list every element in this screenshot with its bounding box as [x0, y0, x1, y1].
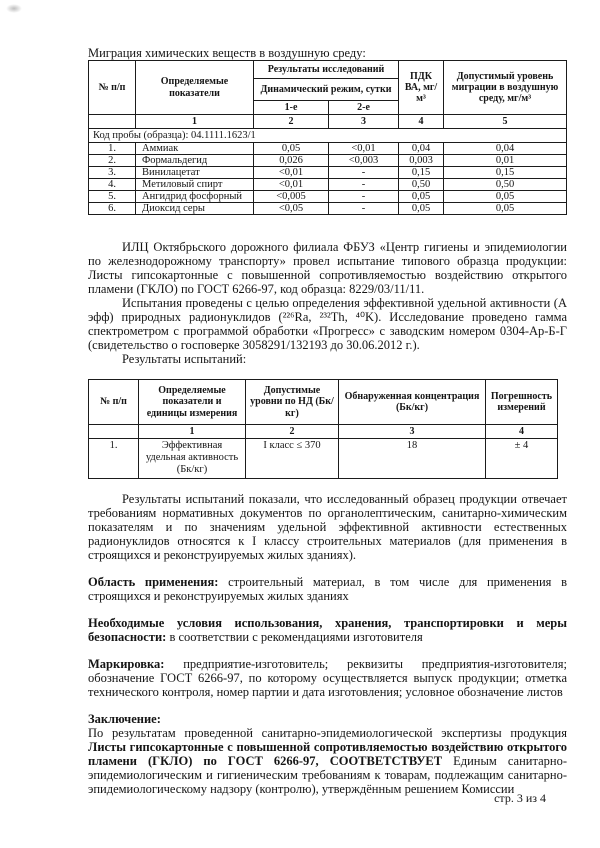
final-text-1: По результатам проведенной санитарно-эпидемиологической экспертизы продукция [88, 726, 567, 741]
col-header-num: № п/п [89, 380, 139, 425]
col-header-results: Результаты исследований [254, 61, 399, 79]
scope-label: Область применения: [88, 575, 219, 590]
col-header-day2: 2-е [329, 101, 399, 115]
summary-paragraph: Результаты испытаний показали, что исследованный образец продукции отвечает требованиям нормативных документов по органолептическим, санитарно-химическим показателям и по значениям удельной эффективной активности естественных радионуклидов относятся к I классу строительных материалов (для применения в строящихся и реконструируемых жилых зданиях). [88, 492, 567, 563]
value-allowed: 0,05 [444, 203, 567, 215]
value-day2: <0,003 [329, 155, 399, 167]
row-num: 3. [89, 167, 136, 179]
value-day1: <0,005 [254, 191, 329, 203]
index-cell [89, 115, 136, 129]
index-cell: 4 [399, 115, 444, 129]
substance-name: Диоксид серы [136, 203, 254, 215]
col-header-num: № п/п [89, 61, 136, 115]
results-table-header-row [89, 380, 558, 425]
value-pdk: 0,05 [399, 203, 444, 215]
row-num: 6. [89, 203, 136, 215]
value-day2: - [329, 179, 399, 191]
table-row [89, 143, 567, 155]
migration-table [88, 60, 567, 215]
results-caption: Результаты испытаний: [122, 352, 247, 367]
substance-name: Метиловый спирт [136, 179, 254, 191]
table-row [89, 155, 567, 167]
index-cell: 1 [136, 115, 254, 129]
substance-name: Формальдегид [136, 155, 254, 167]
value-pdk: 0,003 [399, 155, 444, 167]
scan-artifact [6, 4, 22, 13]
final-paragraph [88, 726, 567, 796]
value-allowed: 0,04 [444, 143, 567, 155]
section-title-migration: Миграция химических веществ в воздушную среду: [88, 46, 366, 60]
col-header-error: Погрешность измерений [486, 380, 558, 425]
col-header-allowed: Допустимые уровни по НД (Бк/кг) [246, 380, 339, 425]
col-header-mode: Динамический режим, сутки [254, 79, 399, 101]
index-cell: 3 [329, 115, 399, 129]
substance-name: Винилацетат [136, 167, 254, 179]
indicator-name: Эффективная удельная активность (Бк/кг) [139, 439, 246, 479]
substance-name: Аммиак [136, 143, 254, 155]
conditions-text: в соответствии с рекомендациями изготовителя [166, 630, 423, 645]
row-num: 5. [89, 191, 136, 203]
intro-paragraph-2: Испытания проведены с целью определения эффективной удельной активности (А эфф) природных радионуклидов (²²⁶Ra, ²³²Th, ⁴⁰K). Исследование проведено гамма спектрометром с программой обработки «Прогресс» с заводским номером 0304-Ар-Б-Г (свидетельство о госповерке 3058291/132193 до 30.06.2012 г.). [88, 296, 567, 353]
scope-text: строительный материал, в том числе для применения в строящихся и реконструируемых жилых зданиях [88, 575, 568, 604]
value-day2: - [329, 167, 399, 179]
value-pdk: 0,15 [399, 167, 444, 179]
value-found: 18 [339, 439, 486, 479]
table-row [89, 439, 558, 479]
value-pdk: 0,50 [399, 179, 444, 191]
value-day1: 0,05 [254, 143, 329, 155]
value-day2: - [329, 203, 399, 215]
index-cell [89, 425, 139, 439]
marking-paragraph [88, 657, 567, 699]
value-day1: <0,01 [254, 179, 329, 191]
index-cell: 4 [486, 425, 558, 439]
value-pdk: 0,05 [399, 191, 444, 203]
sample-code: Код пробы (образца): 04.1111.1623/1 [89, 129, 567, 143]
col-header-found: Обнаруженная концентрация (Бк/кг) [339, 380, 486, 425]
index-cell: 2 [246, 425, 339, 439]
value-allowed: 0,50 [444, 179, 567, 191]
table-row [89, 179, 567, 191]
migration-table-header-row [89, 61, 567, 79]
table-row [89, 167, 567, 179]
col-header-pdk: ПДК ВА, мг/м³ [399, 61, 444, 115]
value-day1: 0,026 [254, 155, 329, 167]
table-row [89, 203, 567, 215]
index-cell: 2 [254, 115, 329, 129]
value-day1: <0,01 [254, 167, 329, 179]
scope-paragraph [88, 575, 567, 603]
final-text-2: Единым санитарно-эпидемиологическим и гигиеническим требованиям к товарам, подлежащим санитарно-эпидемиологическому надзору (контролю), утверждённым решением Комиссии [88, 754, 567, 797]
value-allowed: 0,05 [444, 191, 567, 203]
value-day1: <0,05 [254, 203, 329, 215]
conditions-paragraph [88, 616, 567, 644]
marking-label: Маркировка: [88, 657, 165, 672]
marking-text: предприятие-изготовитель; реквизиты предприятия-изготовителя; обозначение ГОСТ 6266-97, по которому осуществляется выпуск продукции; отметка технического контроля, номер партии и дата изготовления; условное обозначение листов [88, 657, 567, 700]
conditions-label: Необходимые условия использования, хранения, транспортировки и меры безопасности: [88, 616, 567, 645]
value-pdk: 0,04 [399, 143, 444, 155]
value-day2: - [329, 191, 399, 203]
final-label: Заключение: [88, 712, 161, 727]
page-number: стр. 3 из 4 [494, 791, 546, 805]
row-num: 1. [89, 143, 136, 155]
final-text-bold: Листы гипсокартонные с повышенной сопротивляемостью воздействию открытого пламени (ГКЛО) по ГОСТ 6266-97, СООТВЕТСТВУЕТ [88, 740, 567, 769]
document-content [88, 46, 567, 796]
col-header-allowed-level: Допустимый уровень миграции в воздушную среду, мг/м³ [444, 61, 567, 115]
value-day2: <0,01 [329, 143, 399, 155]
row-num: 4. [89, 179, 136, 191]
col-header-indicators: Определяемые показатели [136, 61, 254, 115]
sample-code-row [89, 129, 567, 143]
col-header-day1: 1-е [254, 101, 329, 115]
index-cell: 1 [139, 425, 246, 439]
index-cell: 3 [339, 425, 486, 439]
value-error: ± 4 [486, 439, 558, 479]
value-allowed: 0,15 [444, 167, 567, 179]
intro-paragraph-1: ИЛЦ Октябрьского дорожного филиала ФБУЗ «Центр гигиены и эпидемиологии по железнодорожному транспорту» провел испытание типового образца продукции: Листы гипсокартонные с повышенной сопротивляемостью воздействию открытого пламени (ГКЛО) по ГОСТ 6266-97, код образца: 8229/03/11/11. [88, 240, 567, 297]
index-cell: 5 [444, 115, 567, 129]
value-allowed: 0,01 [444, 155, 567, 167]
results-table-index-row [89, 425, 558, 439]
table-row [89, 191, 567, 203]
substance-name: Ангидрид фосфорный [136, 191, 254, 203]
migration-table-index-row [89, 115, 567, 129]
row-num: 1. [89, 439, 139, 479]
col-header-indicator: Определяемые показатели и единицы измерения [139, 380, 246, 425]
results-table [88, 379, 558, 479]
row-num: 2. [89, 155, 136, 167]
value-allowed: I класс ≤ 370 [246, 439, 339, 479]
